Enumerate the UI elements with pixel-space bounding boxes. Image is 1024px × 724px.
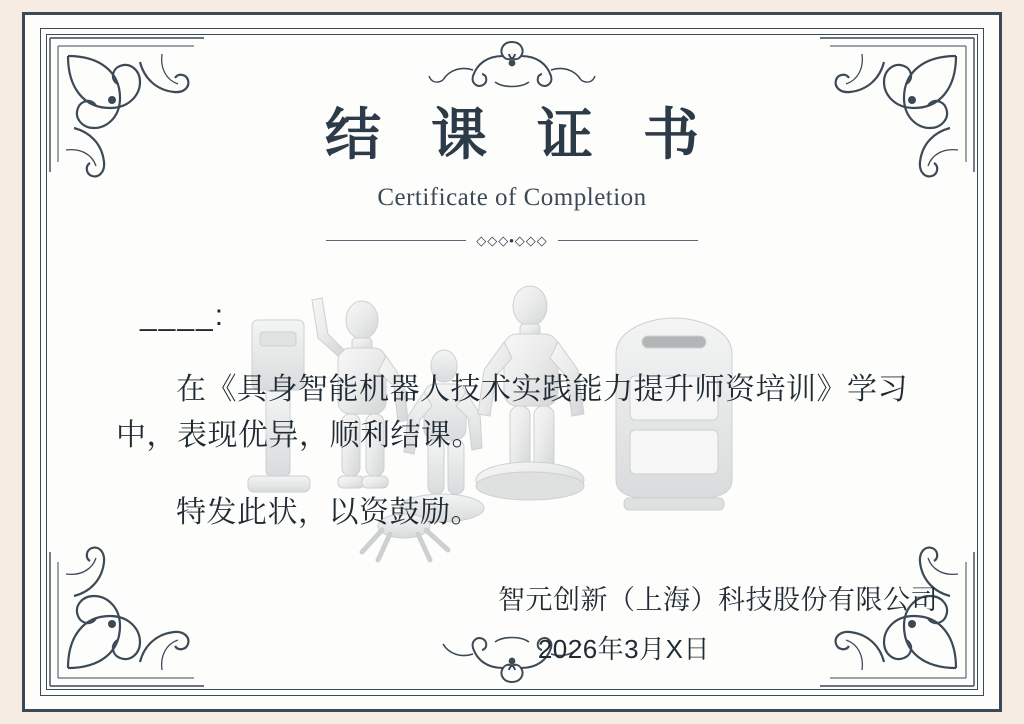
recipient-placeholder: ____:	[140, 298, 226, 332]
divider-rule-left	[326, 240, 466, 241]
certificate-content	[60, 48, 964, 676]
recipient-name-field[interactable]	[140, 299, 964, 333]
certificate-body-paragraph-1: 在《具身智能机器人技术实践能力提升师资培训》学习中，表现优异，顺利结课。	[116, 372, 908, 453]
divider-diamonds: ◇◇◇•◇◇◇	[476, 232, 548, 248]
page-title: 结 课 证 书	[325, 105, 717, 167]
issue-date: 2026年3月X日	[537, 634, 710, 665]
signature-block	[60, 578, 938, 666]
certificate-body-paragraph-2: 特发此状，以资鼓励。	[176, 495, 481, 529]
page-subtitle: Certificate of Completion	[377, 183, 647, 211]
ornamental-divider	[60, 234, 964, 247]
divider-rule-right	[558, 240, 698, 241]
issuing-organization: 智元创新（上海）科技股份有限公司	[498, 585, 938, 616]
